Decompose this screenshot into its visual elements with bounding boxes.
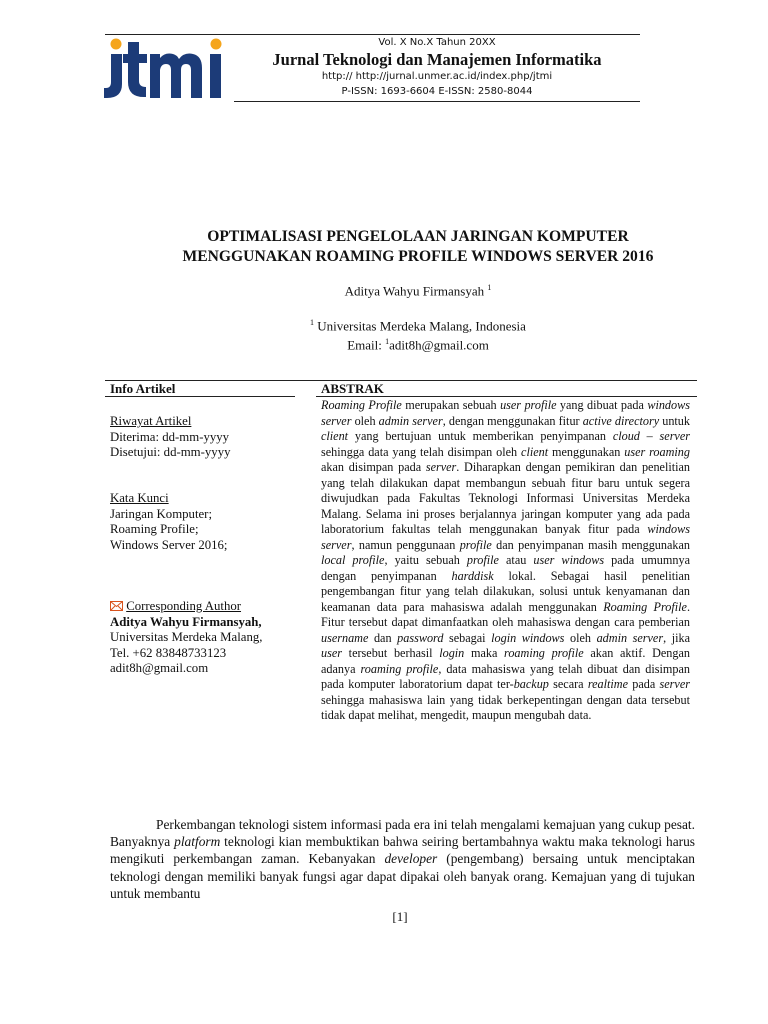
received-date: Diterima: dd-mm-yyyy	[110, 429, 230, 444]
journal-issn: P-ISSN: 1693-6604 E-ISSN: 2580-8044	[341, 86, 533, 97]
paper-title-line-2: MENGGUNAKAN ROAMING PROFILE WINDOWS SERVER 2016	[182, 248, 654, 265]
email-superscript: 1	[385, 337, 390, 347]
info-heading: Info Artikel	[110, 381, 176, 396]
envelope-icon	[110, 601, 123, 611]
keywords-block	[110, 491, 300, 553]
paper-title	[100, 227, 736, 267]
affiliation: Universitas Merdeka Malang, Indonesia	[317, 318, 526, 334]
article-history	[110, 414, 300, 461]
body-paragraph: Perkembangan teknologi sistem informasi pada era ini telah mengalami kemajuan yang cukup pesat. Banyaknya platform teknologi kian membuktikan bahwa seiring bertambahnya waktu maka teknologi harus mengikuti perkembangan zaman. Kebanyakan developer (pengembang) bersaing untuk menciptakan teknologi dengan memiliki banyak fungsi agar dapat dipakai oleh banyak orang. Kemajuan yang di tujukan untuk membantu	[110, 817, 696, 901]
corresponding-name: Aditya Wahyu Firmansyah,	[110, 614, 262, 629]
corresponding-label: Corresponding Author	[126, 599, 242, 613]
page-number: [1]	[392, 909, 408, 924]
header-top-rule	[105, 34, 640, 35]
corresponding-phone: Tel. +62 83848733123	[110, 645, 227, 660]
info-top-rule	[105, 380, 697, 381]
journal-logo	[103, 36, 228, 100]
keyword-item: Windows Server 2016;	[110, 537, 228, 552]
abstract-text: Roaming Profile merupakan sebuah user profile yang dibuat pada windows server oleh admin server, dengan menggunakan fitur active directory untuk client yang bertujuan untuk memberikan penyimpanan cloud – server sehingga data yang telah disimpan oleh client menggunakan user roaming akan disimpan pada server. Diharapkan dengan pemikiran dan penelitian yang telah dilakukan dapat membangun sebuah fitur baru untuk segera diwujudkan pada Fakultas Teknologi Informasi Universitas Merdeka Malang. Selama ini proses berjalannya jaringan komputer yang ada pada laboratorium fakultas telah menggunakan banyak fitur pada windows server, namun penggunaan profile dan penyimpanan masih menggunakan local profile, yaitu sebuah profile atau user windows pada umumnya dengan penyimpanan harddisk lokal. Sebagai hasil penelitian pengembangan fitur yang telah dilakukan, solusi untuk kenyamanan dan keamanan data para mahasiswa adalah menggunakan Roaming Profile. Fitur tersebut dapat dimanfaatkan oleh mahasiswa dengan cara pemberian username dan password sebagai login windows oleh admin server, jika user tersebut berhasil login maka roaming profile akan aktif. Dengan adanya roaming profile, data mahasiswa yang telah dibuat dan disimpan pada komputer laboratorium dapat ter-backup secara realtime pada server sehingga mahasiswa lain yang tidak berkepentingan dengan data tersebut tidak dapat melihat, mengedit, maupun mengubah data.	[321, 398, 691, 722]
paper-title-line-1: OPTIMALISASI PENGELOLAAN JARINGAN KOMPUTER	[207, 228, 629, 245]
keyword-item: Roaming Profile;	[110, 522, 199, 536]
journal-title: Jurnal Teknologi dan Manajemen Informatika	[272, 50, 602, 69]
email-label: Email:	[347, 337, 382, 353]
keyword-item: Jaringan Komputer;	[110, 506, 212, 521]
volume-info: Vol. X No.X Tahun 20XX	[378, 37, 496, 48]
header-bottom-rule	[234, 101, 640, 102]
author-email[interactable]: adit8h@gmail.com	[389, 337, 489, 353]
corresponding-affiliation: Universitas Merdeka Malang,	[110, 630, 263, 644]
approved-date: Disetujui: dd-mm-yyyy	[110, 445, 231, 459]
author-name: Aditya Wahyu Firmansyah	[344, 283, 485, 299]
journal-url[interactable]: http:// http://jurnal.unmer.ac.id/index.php/jtmi	[321, 71, 553, 82]
affiliation-superscript: 1	[310, 318, 315, 327]
corresponding-block	[110, 599, 300, 677]
history-label: Riwayat Artikel	[110, 414, 192, 428]
affiliation-block	[100, 315, 736, 354]
abstract-heading: ABSTRAK	[321, 381, 384, 396]
corresponding-email[interactable]: adit8h@gmail.com	[110, 661, 209, 675]
author-line	[100, 283, 736, 299]
keywords-label: Kata Kunci	[110, 491, 169, 505]
author-superscript: 1	[487, 283, 492, 292]
